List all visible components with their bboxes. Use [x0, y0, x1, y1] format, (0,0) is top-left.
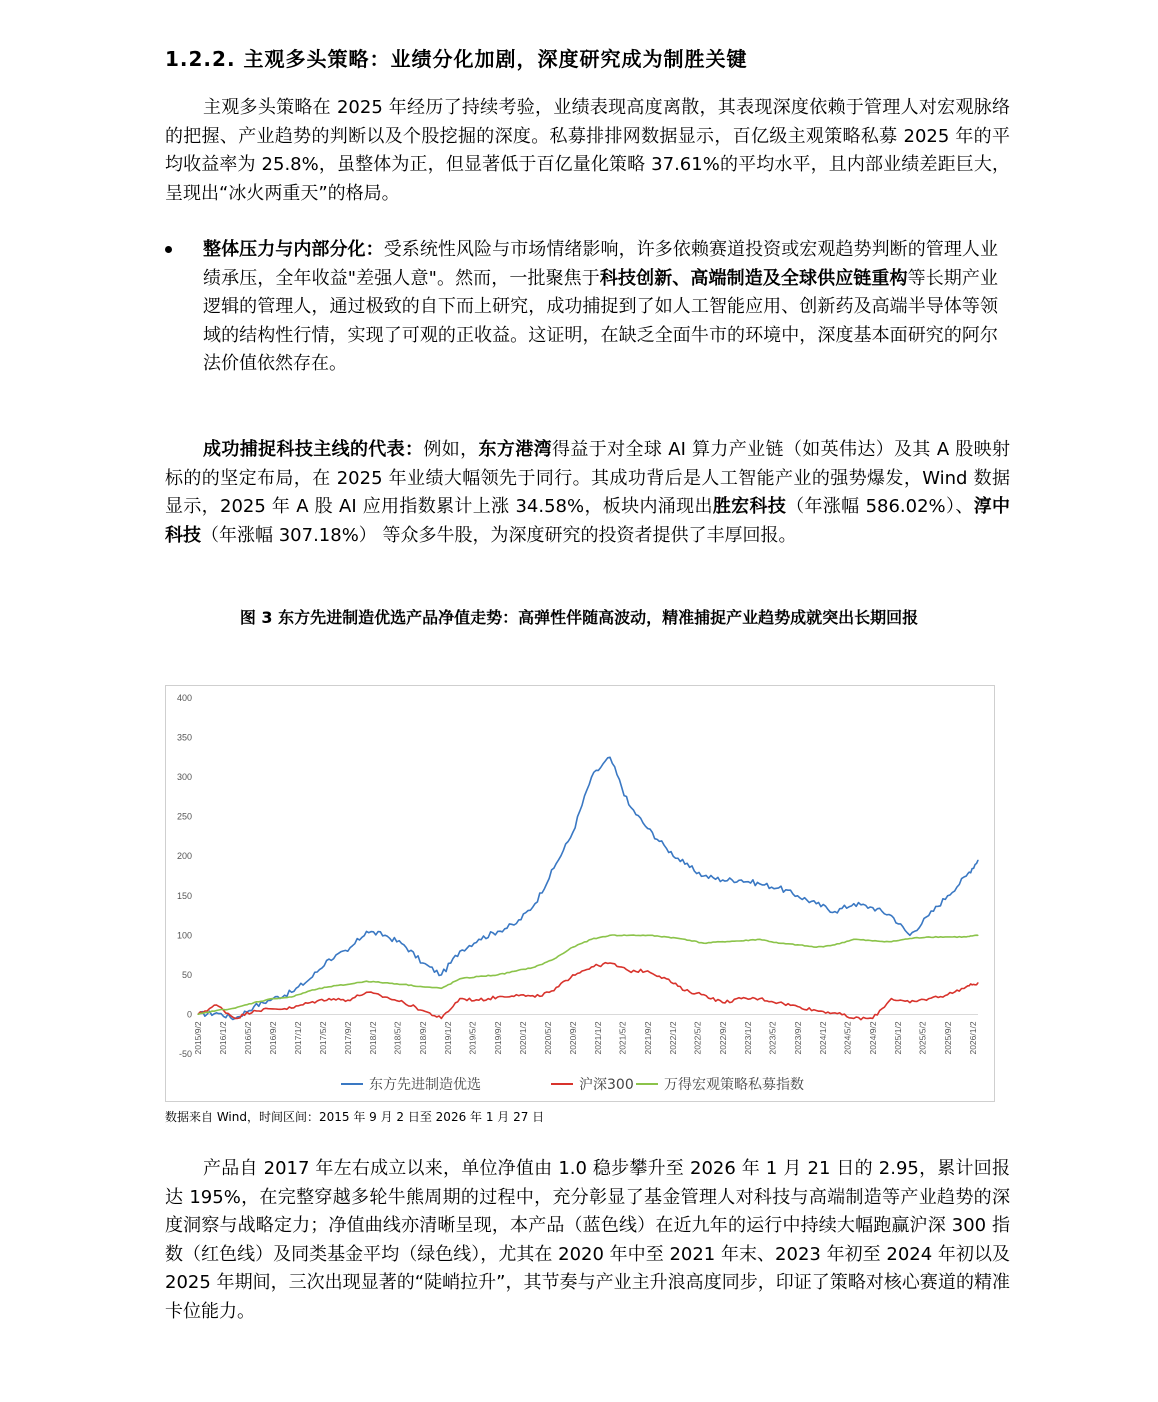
- case-text-2: 得益于对全球 AI 算力产业链（如英伟达）及其 A 股映射标的的坚定布局，在 2025 年业绩大幅领先于同行。其成功背后是人工智能产业的强势爆发，Wind 数据显示，2025 年 A 股 AI 应用指数累计上涨 34.58%，板块内涌现出: [165, 439, 1011, 518]
- x-tick-label: 2024/9/2: [867, 1021, 878, 1055]
- data-point: [253, 1010, 254, 1011]
- y-tick-label: 100: [176, 930, 192, 941]
- data-point: [497, 974, 498, 975]
- data-point: [928, 936, 929, 937]
- data-point: [441, 1018, 442, 1019]
- data-point: [197, 1014, 198, 1015]
- data-point: [497, 996, 498, 997]
- x-tick-label: 2023/9/2: [792, 1021, 803, 1055]
- bullet-text-2: 等长期产业逻辑的管理人，通过极致的自下而上研究，成功捕捉到了如人工智能应用、创新药及高端半导体等领域的结构性行情，实现了可观的正收益。这证明，在缺乏全面牛市的环境中，深度基本面研究的阿尔法价值依然存在。: [203, 267, 999, 375]
- data-point: [253, 1002, 254, 1003]
- bullet-lead: 整体压力与内部分化：: [203, 239, 384, 260]
- x-tick-label: 2025/9/2: [942, 1021, 953, 1055]
- data-point: [684, 990, 685, 991]
- data-point: [797, 895, 798, 896]
- data-point: [591, 777, 592, 778]
- legend-label: 万得宏观策略私募指数: [664, 1077, 804, 1093]
- data-point: [384, 982, 385, 983]
- data-point: [741, 879, 742, 880]
- data-point: [497, 931, 498, 932]
- data-point: [534, 903, 535, 904]
- data-point: [647, 935, 648, 936]
- data-point: [872, 907, 873, 908]
- y-tick-label: 200: [176, 851, 192, 862]
- y-tick-label: 150: [176, 890, 192, 901]
- data-point: [216, 1010, 217, 1011]
- data-point: [441, 988, 442, 989]
- data-point: [309, 978, 310, 979]
- data-point: [628, 935, 629, 936]
- data-point: [966, 986, 967, 987]
- case-lead: 成功捕捉科技主线的代表：: [203, 439, 424, 460]
- data-point: [235, 1018, 236, 1019]
- data-point: [478, 976, 479, 977]
- data-point: [216, 1004, 217, 1005]
- x-tick-label: 2021/9/2: [642, 1021, 653, 1055]
- data-point: [422, 1010, 423, 1011]
- data-point: [347, 984, 348, 985]
- data-point: [853, 903, 854, 904]
- legend-label: 东方先进制造优选: [369, 1077, 481, 1093]
- data-point: [977, 860, 978, 861]
- data-point: [403, 944, 404, 945]
- data-point: [347, 1000, 348, 1001]
- data-point: [722, 879, 723, 880]
- x-tick-label: 2022/1/2: [667, 1021, 678, 1055]
- data-point: [628, 804, 629, 805]
- x-tick-label: 2018/5/2: [392, 1021, 403, 1055]
- data-point: [722, 941, 723, 942]
- x-tick-label: 2018/9/2: [417, 1021, 428, 1055]
- data-point: [834, 944, 835, 945]
- data-point: [591, 966, 592, 967]
- data-point: [291, 1008, 292, 1009]
- x-tick-label: 2017/1/2: [293, 1021, 304, 1055]
- data-point: [947, 994, 948, 995]
- data-point: [366, 931, 367, 932]
- data-point: [553, 990, 554, 991]
- data-point: [797, 944, 798, 945]
- data-point: [309, 1002, 310, 1003]
- data-point: [778, 1002, 779, 1003]
- intro-paragraph: 主观多头策略在 2025 年经历了持续考验，业绩表现高度离散，其表现深度依赖于管理人对宏观脉络的把握、产业趋势的判断以及个股挖掘的深度。私募排排网数据显示，百亿级主观策略私募 2025 年的平均收益率为 25.8%，虽整体为正，但显著低于百亿量化策略 37.61%的平均水平，且内部业绩差距巨大，呈现出“冰火两重天”的格局。: [165, 97, 1010, 204]
- data-point: [703, 994, 704, 995]
- y-tick-label: 300: [176, 772, 192, 783]
- y-tick-label: 0: [186, 1009, 192, 1020]
- data-point: [309, 990, 310, 991]
- data-point: [834, 1012, 835, 1013]
- data-point: [609, 962, 610, 963]
- data-point: [741, 998, 742, 999]
- bullet-dot-icon: [165, 246, 172, 253]
- case-company-1: 东方港湾: [478, 439, 553, 460]
- data-point: [816, 947, 817, 948]
- data-point: [534, 966, 535, 967]
- case-paragraph: [165, 436, 1010, 550]
- data-point: [459, 951, 460, 952]
- data-point: [272, 998, 273, 999]
- data-point: [947, 936, 948, 937]
- data-point: [347, 951, 348, 952]
- summary-paragraph: 产品自 2017 年左右成立以来，单位净值由 1.0 稳步攀升至 2026 年 1 月 21 日的 2.95，累计回报达 195%，在完整穿越多轮牛熊周期的过程中，充分彰显了基金管理人对科技与高端制造等产业趋势的深度洞察与战略定力；净值曲线亦清晰呈现，本产品（蓝色线）在近九年的运行中持续大幅跑赢沪深 300 指数（红色线）及同类基金平均（绿色线），尤其在 2020 年中至 2021 年末、2023 年初至 2024 年初以及 2025 年期间，三次出现显著的“陡峭拉升”，其节奏与产业主升浪高度同步，印证了策略对核心赛道的精准卡位能力。: [165, 1158, 1010, 1322]
- data-point: [553, 958, 554, 959]
- data-point: [834, 911, 835, 912]
- data-point: [291, 992, 292, 993]
- x-tick-label: 2025/5/2: [917, 1021, 928, 1055]
- data-point: [328, 998, 329, 999]
- data-point: [891, 915, 892, 916]
- x-tick-label: 2022/5/2: [692, 1021, 703, 1055]
- data-point: [977, 935, 978, 936]
- x-tick-label: 2021/5/2: [617, 1021, 628, 1055]
- data-point: [272, 1008, 273, 1009]
- data-point: [872, 1018, 873, 1019]
- case-company-3: 淳中科技: [165, 496, 1011, 546]
- data-point: [966, 875, 967, 876]
- section-title: 1.2.2. 主观多头策略：业绩分化加剧，深度研究成为制胜关键: [165, 47, 748, 71]
- data-point: [534, 996, 535, 997]
- data-point: [684, 939, 685, 940]
- bullet-bold-phrase: 科技创新、高端制造及全球供应链重构: [599, 267, 908, 289]
- x-tick-label: 2019/9/2: [492, 1021, 503, 1055]
- x-tick-label: 2025/1/2: [892, 1021, 903, 1055]
- bullet-paragraph: [203, 236, 998, 379]
- data-point: [403, 984, 404, 985]
- legend-item: [636, 1076, 804, 1093]
- bullet-text-1: 受系统性风险与市场情绪影响，许多依赖赛道投资或宏观趋势判断的管理人业绩承压，全年收益"差强人意"。然而，一批聚焦于: [203, 239, 999, 289]
- data-point: [684, 864, 685, 865]
- data-point: [384, 935, 385, 936]
- y-tick-label: 400: [176, 693, 192, 703]
- legend-label: 沪深300: [579, 1077, 634, 1093]
- data-point: [816, 903, 817, 904]
- data-point: [459, 998, 460, 999]
- data-point: [572, 947, 573, 948]
- data-point: [647, 970, 648, 971]
- data-point: [891, 998, 892, 999]
- data-point: [853, 939, 854, 940]
- x-tick-label: 2026/1/2: [967, 1021, 978, 1055]
- data-point: [459, 978, 460, 979]
- case-text-1: 例如，: [423, 439, 479, 460]
- source-note: 数据来自 Wind，时间区间：2015 年 9 月 2 日至 2026 年 1 月 27 日: [165, 1110, 545, 1124]
- x-tick-label: 2016/9/2: [268, 1021, 279, 1055]
- data-point: [422, 962, 423, 963]
- data-point: [778, 943, 779, 944]
- data-point: [291, 996, 292, 997]
- x-tick-label: 2017/9/2: [343, 1021, 354, 1055]
- data-point: [872, 940, 873, 941]
- data-point: [722, 1002, 723, 1003]
- data-point: [422, 986, 423, 987]
- x-tick-label: 2019/5/2: [467, 1021, 478, 1055]
- legend-item: [341, 1076, 481, 1093]
- data-point: [384, 996, 385, 997]
- data-point: [741, 940, 742, 941]
- data-point: [328, 986, 329, 987]
- data-point: [928, 998, 929, 999]
- x-tick-label: 2015/9/2: [193, 1021, 203, 1055]
- series-line-0: [198, 757, 978, 1019]
- data-point: [928, 915, 929, 916]
- data-point: [647, 828, 648, 829]
- x-tick-label: 2022/9/2: [717, 1021, 728, 1055]
- data-point: [516, 994, 517, 995]
- y-tick-label: -50: [178, 1049, 192, 1059]
- data-point: [703, 875, 704, 876]
- data-point: [328, 958, 329, 959]
- data-point: [778, 887, 779, 888]
- x-tick-label: 2024/5/2: [842, 1021, 853, 1055]
- data-point: [909, 935, 910, 936]
- data-point: [553, 867, 554, 868]
- x-tick-label: 2020/9/2: [568, 1021, 579, 1055]
- data-point: [478, 939, 479, 940]
- data-point: [797, 1006, 798, 1007]
- x-tick-label: 2023/5/2: [767, 1021, 778, 1055]
- data-point: [572, 832, 573, 833]
- data-point: [816, 1010, 817, 1011]
- data-point: [703, 943, 704, 944]
- x-tick-label: 2023/1/2: [742, 1021, 753, 1055]
- x-tick-label: 2016/1/2: [218, 1021, 229, 1055]
- case-text-4: （年涨幅 307.18%） 等众多牛股，为深度研究的投资者提供了丰厚回报。: [201, 524, 797, 546]
- y-tick-label: 50: [181, 969, 192, 980]
- y-tick-label: 250: [176, 811, 192, 822]
- data-point: [628, 970, 629, 971]
- data-point: [891, 941, 892, 942]
- x-tick-label: 2021/1/2: [593, 1021, 604, 1055]
- data-point: [516, 923, 517, 924]
- data-point: [666, 848, 667, 849]
- data-point: [909, 938, 910, 939]
- legend-item: [551, 1077, 634, 1093]
- x-tick-label: 2020/5/2: [542, 1021, 553, 1055]
- x-tick-label: 2020/1/2: [517, 1021, 528, 1055]
- data-point: [253, 1006, 254, 1007]
- nav-chart: [165, 685, 995, 1102]
- data-point: [609, 935, 610, 936]
- data-point: [216, 1012, 217, 1013]
- case-text-3: （年涨幅 586.02%）、: [786, 496, 974, 518]
- data-point: [759, 883, 760, 884]
- x-tick-label: 2019/1/2: [443, 1021, 454, 1055]
- data-point: [909, 1002, 910, 1003]
- x-tick-label: 2024/1/2: [817, 1021, 828, 1055]
- data-point: [366, 981, 367, 982]
- data-point: [478, 1000, 479, 1001]
- x-tick-label: 2017/5/2: [317, 1021, 328, 1055]
- figure-caption: 图 3 东方先进制造优选产品净值走势：高弹性伴随高波动，精准捕捉产业趋势成就突出长期回报: [239, 608, 919, 627]
- case-company-2: 胜宏科技: [712, 496, 787, 518]
- data-point: [366, 992, 367, 993]
- data-point: [947, 895, 948, 896]
- data-point: [516, 970, 517, 971]
- nav-chart-svg: [166, 686, 994, 1101]
- data-point: [591, 939, 592, 940]
- data-point: [403, 1002, 404, 1003]
- data-point: [572, 974, 573, 975]
- data-point: [853, 1018, 854, 1019]
- y-tick-label: 350: [176, 732, 192, 743]
- data-point: [966, 936, 967, 937]
- data-point: [666, 978, 667, 979]
- x-tick-label: 2018/1/2: [368, 1021, 379, 1055]
- data-point: [235, 1008, 236, 1009]
- data-point: [666, 936, 667, 937]
- data-point: [441, 974, 442, 975]
- data-point: [759, 939, 760, 940]
- data-point: [759, 998, 760, 999]
- data-point: [609, 757, 610, 758]
- x-tick-label: 2016/5/2: [242, 1021, 253, 1055]
- series-line-1: [198, 963, 978, 1020]
- data-point: [977, 982, 978, 983]
